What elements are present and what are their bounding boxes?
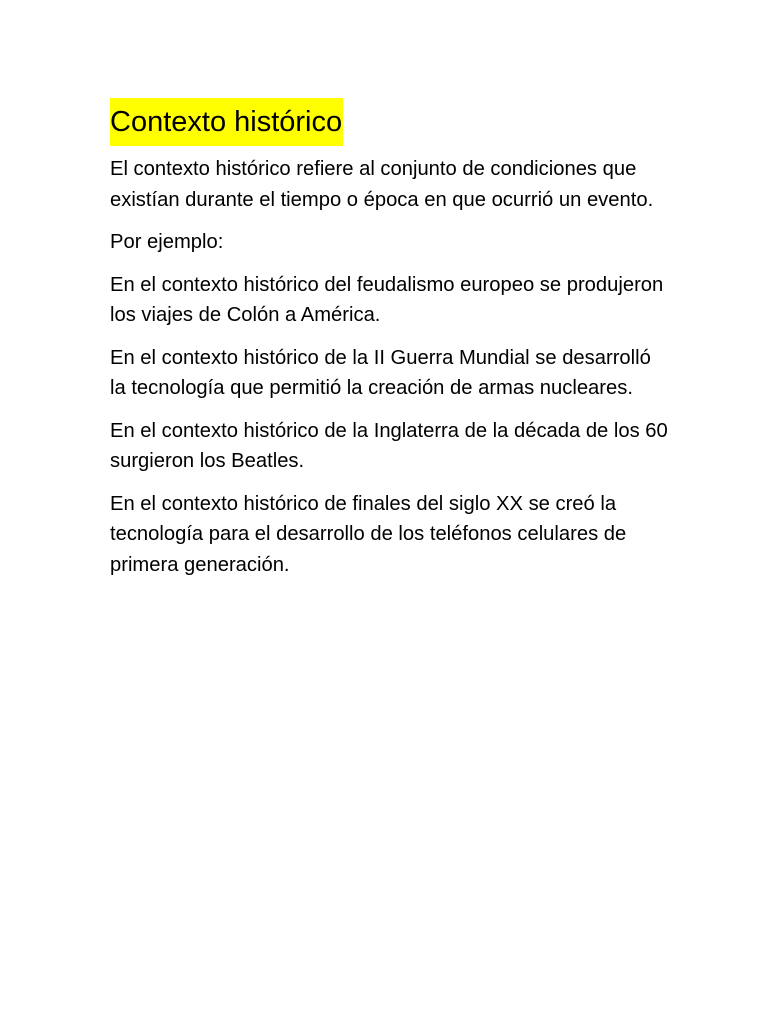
paragraph-example-phones: En el contexto histórico de finales del siglo XX se creó la tecnología para el desarrollo de los teléfonos celulares de primera generación. [110, 492, 627, 576]
paragraph-definition: El contexto histórico refiere al conjunto de condiciones que existían durante el tiempo o época en que ocurrió un evento. [110, 158, 654, 211]
page-title: Contexto histórico [110, 98, 343, 146]
paragraph-example-beatles: En el contexto histórico de la Inglaterra de la década de los 60 surgieron los Beatles. [110, 419, 668, 472]
paragraph-example-ww2: En el contexto histórico de la II Guerra Mundial se desarrolló la tecnología que permitió la creación de armas nucleares. [110, 346, 651, 399]
paragraph-example-feudalism: En el contexto histórico del feudalismo europeo se produjeron los viajes de Colón a América. [110, 273, 664, 326]
document-body [110, 98, 670, 592]
paragraph-example-intro: Por ejemplo: [110, 231, 224, 253]
